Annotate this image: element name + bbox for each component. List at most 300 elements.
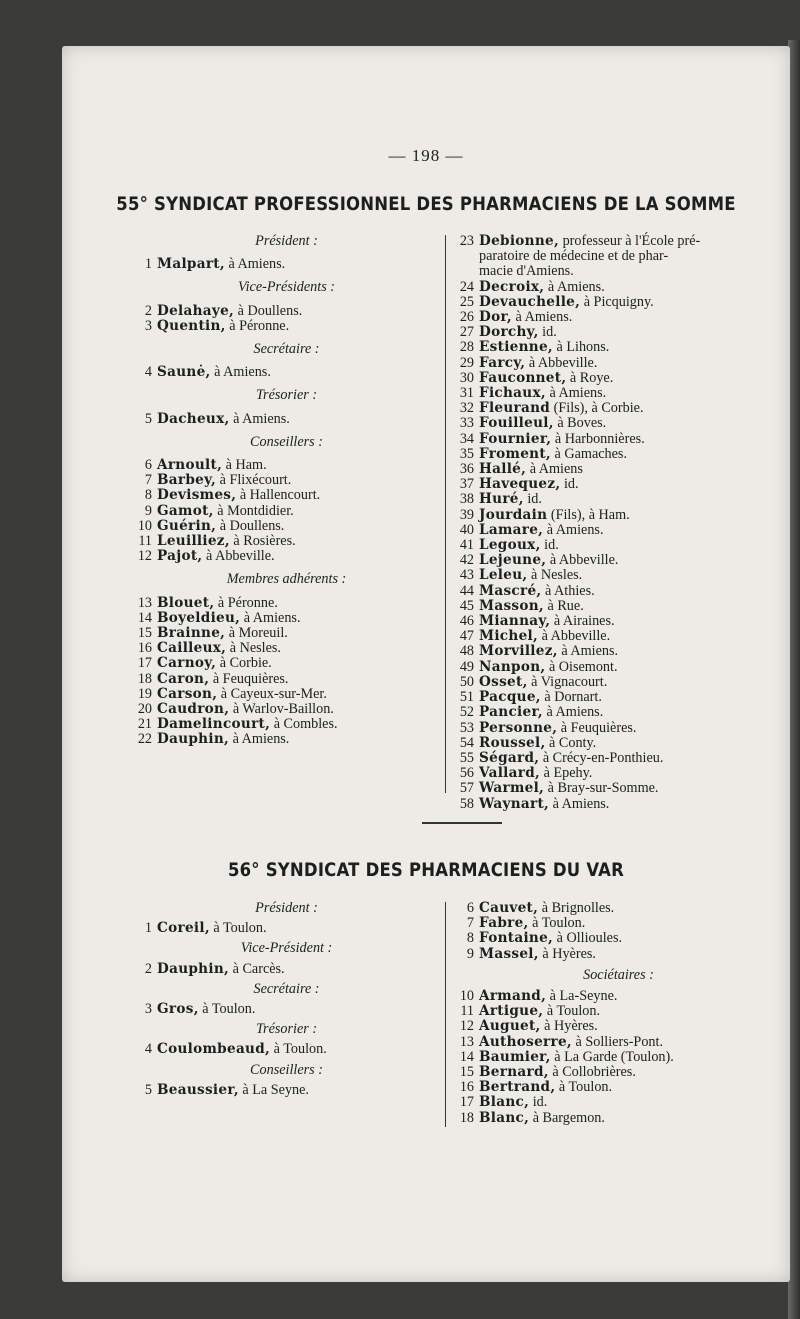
member-entry: [134, 626, 439, 641]
member-name: Lamare,: [479, 521, 544, 538]
member-entry: [456, 721, 781, 736]
member-entry: [134, 717, 439, 732]
entry-number: 19: [137, 685, 152, 702]
member-location: à Nesles.: [530, 567, 583, 584]
member-entry: [134, 534, 439, 549]
member-name: Miannay,: [479, 613, 551, 630]
member-name: Coulombeaud,: [157, 1041, 271, 1058]
member-location: à Toulon.: [202, 1001, 256, 1018]
member-name: Devauchelle,: [479, 293, 581, 310]
member-entry: [456, 1080, 781, 1095]
member-entry: [456, 736, 781, 751]
entry-number: 31: [459, 385, 474, 402]
entry-number: 44: [459, 582, 474, 599]
member-name: Caudron,: [157, 701, 230, 718]
entry-number: 18: [137, 670, 152, 687]
entry-number: 25: [459, 293, 474, 310]
member-location: à Boves.: [557, 415, 607, 432]
member-entry: [456, 492, 781, 507]
role-heading: Membres adhérents :: [226, 571, 347, 588]
entry-number: 45: [459, 597, 474, 614]
section-56-left-column: [134, 901, 439, 1098]
member-location: à Montdidier.: [217, 502, 294, 519]
member-location: à Amiens.: [243, 609, 301, 626]
member-location: id.: [542, 324, 557, 341]
member-name: Delahaye,: [157, 302, 235, 319]
member-entry: [456, 356, 781, 371]
member-entry: [456, 599, 781, 614]
member-entry: [456, 477, 781, 492]
entry-number: 6: [144, 457, 152, 474]
member-name: Fournier,: [479, 430, 552, 447]
entry-number: 5: [144, 410, 152, 427]
member-location: à Roye.: [569, 369, 614, 386]
member-location: à Rosières.: [233, 533, 296, 550]
entry-number: 53: [459, 719, 474, 736]
member-name: Gamot,: [157, 502, 214, 519]
member-name: Ségard,: [479, 749, 540, 766]
member-location: à Oisemont.: [548, 658, 618, 675]
member-location: à Airaines.: [553, 613, 615, 630]
member-entry: [456, 1111, 781, 1126]
member-entry: [456, 1050, 781, 1065]
member-name: Warmel,: [479, 780, 545, 797]
member-name: Dor,: [479, 309, 512, 326]
member-name: Farcy,: [479, 354, 526, 371]
role-heading: Conseillers :: [250, 433, 323, 450]
entry-number: 3: [144, 1001, 152, 1018]
entry-number: 7: [466, 915, 474, 932]
entry-number: 30: [459, 369, 474, 386]
member-entry: [134, 257, 439, 272]
member-entry: [456, 644, 781, 659]
member-name: Havequez,: [479, 476, 561, 493]
member-entry: [456, 931, 781, 946]
entry-number: 46: [459, 613, 474, 630]
entry-number: 29: [459, 354, 474, 371]
member-name: Guérin,: [157, 517, 217, 534]
role-heading: Président :: [255, 900, 318, 916]
entry-number: 14: [137, 609, 152, 626]
role-heading: Secrétaire :: [253, 980, 320, 997]
member-name: Vallard,: [479, 765, 541, 782]
member-name: Decroix,: [479, 278, 545, 295]
member-location: id.: [563, 476, 579, 493]
member-name: Froment,: [479, 445, 551, 462]
member-entry: [456, 1035, 781, 1050]
member-entry: [134, 656, 439, 671]
member-entry: [456, 1095, 781, 1110]
entry-number: 11: [138, 533, 152, 550]
member-entry: [134, 641, 439, 656]
entry-number: 54: [459, 734, 474, 751]
member-name: Saunė,: [157, 364, 211, 381]
member-location: à Harbonnières.: [554, 430, 645, 447]
member-location: à Feuquières.: [560, 719, 637, 736]
member-name: Dauphin,: [157, 960, 230, 977]
member-entry: [456, 901, 781, 916]
role-heading: Sociétaires :: [583, 966, 654, 983]
role-heading: Vice-Présidents :: [237, 279, 336, 296]
member-entry: [456, 916, 781, 931]
entry-number: 7: [144, 472, 152, 489]
member-location: à Amiens: [529, 461, 583, 478]
member-name: Legoux,: [479, 537, 541, 554]
entry-number: 8: [144, 487, 152, 504]
member-location: (Fils), à Corbie.: [553, 400, 644, 417]
member-location: à Amiens.: [552, 795, 610, 812]
section-56-right-column: [456, 901, 781, 1126]
entry-number: 32: [459, 400, 474, 417]
entry-number: 24: [459, 278, 474, 295]
member-entry: [134, 921, 439, 936]
entry-number: 27: [459, 324, 474, 341]
entry-number: 50: [459, 673, 474, 690]
member-name: Pajot,: [157, 548, 203, 565]
member-entry: [456, 447, 781, 462]
member-location: à Combles.: [273, 716, 338, 733]
member-entry: [456, 629, 781, 644]
entry-number: 38: [459, 491, 474, 508]
entry-number: 4: [144, 364, 152, 381]
book-page: [62, 46, 790, 1282]
member-entry: [456, 234, 781, 249]
entry-number: 15: [459, 1064, 474, 1081]
member-entry: [456, 340, 781, 355]
member-entry: [134, 702, 439, 717]
entry-number: 37: [459, 476, 474, 493]
entry-number: 13: [137, 594, 152, 611]
member-location: à Lihons.: [556, 339, 610, 356]
member-location: à Carcès.: [232, 960, 285, 977]
member-entry: [134, 611, 439, 626]
member-location: à Ham.: [225, 457, 267, 474]
member-name: Cauvet,: [479, 900, 539, 916]
section-55-column-divider: [445, 235, 446, 793]
member-location: à Amiens.: [214, 364, 271, 381]
member-entry: [134, 1002, 439, 1017]
member-entry: [134, 458, 439, 473]
member-name: Blouet,: [157, 594, 215, 611]
member-name: Brainne,: [157, 625, 226, 642]
member-location: à Abbeville.: [541, 628, 611, 645]
member-entry: [456, 947, 781, 962]
member-name: Dacheux,: [157, 410, 230, 427]
member-location: id.: [527, 491, 542, 508]
member-location: à Amiens.: [561, 643, 619, 660]
entry-number: 23: [459, 233, 474, 249]
member-name: Blanc,: [479, 1109, 530, 1126]
member-name: Boyeldieu,: [157, 609, 241, 626]
member-name: Cailleux,: [157, 640, 227, 657]
member-entry: [456, 371, 781, 386]
entry-number: 8: [466, 930, 474, 947]
entry-number: 55: [459, 749, 474, 766]
member-entry: [134, 1042, 439, 1057]
member-entry: [456, 416, 781, 431]
member-entry: [134, 319, 439, 334]
member-name: Massel,: [479, 945, 539, 962]
section-55-title: 55° SYNDICAT PROFESSIONNEL DES PHARMACIENS DE LA SOMME: [116, 192, 736, 215]
member-entry: [134, 1083, 439, 1098]
member-location: à La Garde (Toulon).: [554, 1048, 674, 1065]
member-entry: [134, 412, 439, 427]
member-name: Fauconnet,: [479, 369, 567, 386]
member-name: Osset,: [479, 673, 528, 690]
member-name: Leuilliez,: [157, 533, 230, 550]
member-entry: [134, 473, 439, 488]
member-location: à Hallencourt.: [239, 487, 321, 504]
member-location: à Moreuil.: [228, 625, 288, 642]
member-entry: [456, 584, 781, 599]
member-name: Barbey,: [157, 472, 217, 489]
member-location: à Athies.: [544, 582, 595, 599]
member-name: Michel,: [479, 628, 539, 645]
member-location: à Ollioules.: [556, 930, 623, 947]
member-entry: [134, 365, 439, 380]
entry-number: 41: [459, 537, 474, 554]
member-entry: [134, 687, 439, 702]
member-entry: [456, 508, 781, 523]
member-entry: [456, 705, 781, 720]
member-location: à Vignacourt.: [531, 673, 608, 690]
member-entry: [456, 538, 781, 553]
member-location: à Epehy.: [543, 765, 593, 782]
entry-number: 20: [137, 701, 152, 718]
member-location: professeur à l'École pré-: [562, 233, 701, 249]
member-name: Waynart,: [479, 795, 550, 812]
member-location: à Abbeville.: [528, 354, 598, 371]
member-location: à Rue.: [547, 597, 584, 614]
entry-number: 26: [459, 309, 474, 326]
member-location: à Hyères.: [542, 945, 596, 962]
member-location: à Amiens.: [232, 731, 290, 748]
member-entry: [134, 519, 439, 534]
role-heading: Secrétaire :: [253, 341, 320, 358]
member-entry: [456, 1065, 781, 1080]
entry-number: 43: [459, 567, 474, 584]
member-location: à Corbie.: [219, 655, 272, 672]
role-heading: Vice-Président :: [240, 940, 333, 957]
entry-number: 17: [137, 655, 152, 672]
member-name: Devismes,: [157, 487, 237, 504]
member-name: Quentin,: [157, 317, 226, 334]
entry-number: 5: [144, 1081, 152, 1098]
entry-number: 47: [459, 628, 474, 645]
entry-number: 51: [459, 689, 474, 706]
member-location: à Toulon.: [532, 915, 586, 932]
member-name: Coreil,: [157, 920, 210, 937]
member-name: Fouilleul,: [479, 415, 554, 432]
section-55-left-column: [134, 234, 439, 748]
entry-number: 15: [137, 625, 152, 642]
member-entry: [134, 504, 439, 519]
member-location: à Toulon.: [558, 1079, 613, 1096]
member-name: Artigue,: [479, 1003, 544, 1020]
member-location: à Cayeux-sur-Mer.: [220, 685, 327, 702]
role-heading: Conseillers :: [250, 1061, 323, 1078]
member-entry: [134, 732, 439, 747]
section-56-column-divider: [445, 902, 446, 1127]
member-entry: [456, 1004, 781, 1019]
member-location: à Crécy-en-Ponthieu.: [542, 749, 664, 766]
member-name: Blanc,: [479, 1094, 530, 1111]
member-entry: [456, 781, 781, 796]
member-location: à La Seyne.: [242, 1081, 309, 1098]
member-name: Gros,: [157, 1001, 199, 1018]
member-location: à Hyères.: [544, 1018, 598, 1035]
member-name: Morvillez,: [479, 643, 558, 660]
member-location: à Collobrières.: [552, 1064, 636, 1081]
member-location: à Toulon.: [273, 1041, 327, 1058]
member-location: à Doullens.: [237, 302, 303, 319]
member-name: Huré,: [479, 491, 524, 508]
member-name: Fleurand: [479, 400, 551, 417]
member-entry: [456, 1019, 781, 1034]
member-location: à Nesles.: [229, 640, 281, 657]
member-location: à Péronne.: [229, 317, 290, 334]
entry-number: 9: [144, 502, 152, 519]
entry-number: 2: [144, 960, 152, 977]
member-name: Roussel,: [479, 734, 546, 751]
role-heading: Trésorier :: [255, 387, 318, 404]
entry-number: 3: [144, 317, 152, 334]
entry-number: 14: [459, 1048, 474, 1065]
entry-number: 1: [144, 920, 152, 937]
member-name: Dorchy,: [479, 324, 539, 341]
member-location: à Amiens.: [549, 385, 607, 402]
role-heading: Président :: [255, 233, 318, 249]
member-entry: [456, 310, 781, 325]
member-name: Armand,: [479, 988, 547, 1005]
member-name: Lejeune,: [479, 552, 547, 569]
member-name: Fichaux,: [479, 385, 546, 402]
member-entry: [456, 690, 781, 705]
entry-continuation: macie d'Amiens.: [479, 263, 574, 280]
entry-number: 1: [144, 256, 152, 273]
entry-number: 21: [137, 716, 152, 733]
entry-number: 10: [137, 517, 152, 534]
member-name: Damelincourt,: [157, 716, 271, 733]
entry-number: 48: [459, 643, 474, 660]
member-name: Fabre,: [479, 915, 529, 932]
member-location: à Amiens.: [515, 309, 573, 326]
member-entry: [456, 325, 781, 340]
member-location: à Brignolles.: [541, 900, 615, 916]
member-location: à Dornart.: [544, 689, 602, 706]
entry-number: 22: [137, 731, 152, 748]
member-location: à Gamaches.: [554, 445, 627, 462]
member-location: id.: [544, 537, 559, 554]
entry-number: 57: [459, 780, 474, 797]
member-name: Jourdain: [479, 506, 548, 523]
member-name: Debionne,: [479, 233, 560, 249]
member-name: Baumier,: [479, 1048, 551, 1065]
member-location: à Abbeville.: [206, 548, 275, 565]
member-name: Hallé,: [479, 461, 527, 478]
entry-number: 12: [137, 548, 152, 565]
entry-number: 39: [459, 506, 474, 523]
entry-number: 42: [459, 552, 474, 569]
member-location: à Amiens.: [228, 256, 286, 273]
member-location: à Toulon.: [546, 1003, 601, 1020]
member-name: Nanpon,: [479, 658, 546, 675]
entry-number: 10: [459, 988, 474, 1005]
member-name: Bertrand,: [479, 1079, 556, 1096]
member-name: Carson,: [157, 685, 218, 702]
member-name: Pancier,: [479, 704, 543, 721]
member-name: Carnoy,: [157, 655, 217, 672]
section-separator-rule: [422, 822, 502, 824]
member-entry: [134, 549, 439, 564]
entry-number: 33: [459, 415, 474, 432]
member-name: Caron,: [157, 670, 210, 687]
member-location: à Feuquières.: [212, 670, 289, 687]
member-name: Auguet,: [479, 1018, 541, 1035]
member-name: Estienne,: [479, 339, 553, 356]
member-entry: [456, 751, 781, 766]
role-heading: Trésorier :: [255, 1021, 318, 1038]
member-name: Masson,: [479, 597, 544, 614]
member-location: à Amiens.: [546, 521, 604, 538]
member-entry: [456, 523, 781, 538]
member-entry: [456, 675, 781, 690]
entry-continuation: paratoire de médecine et de phar-: [479, 248, 669, 265]
member-entry: [456, 614, 781, 629]
entry-number: 4: [144, 1041, 152, 1058]
member-name: Arnoult,: [157, 457, 223, 474]
entry-number: 2: [144, 302, 152, 319]
entry-number: 11: [460, 1003, 474, 1020]
entry-number: 18: [459, 1109, 474, 1126]
member-location: à Picquigny.: [583, 293, 654, 310]
member-entry: [456, 568, 781, 583]
entry-number: 49: [459, 658, 474, 675]
entry-number: 28: [459, 339, 474, 356]
member-location: (Fils), à Ham.: [550, 506, 630, 523]
member-location: à Amiens.: [546, 704, 604, 721]
entry-number: 17: [459, 1094, 474, 1111]
member-name: Dauphin,: [157, 731, 230, 748]
member-location: à Amiens.: [233, 410, 290, 427]
member-location: à La-Seyne.: [549, 988, 618, 1005]
section-56-title: 56° SYNDICAT DES PHARMACIENS DU VAR: [227, 858, 625, 881]
member-location: à Bargemon.: [532, 1109, 605, 1126]
member-entry: [456, 295, 781, 310]
entry-number: 56: [459, 765, 474, 782]
member-location: à Péronne.: [217, 594, 278, 611]
entry-number: 36: [459, 461, 474, 478]
member-name: Mascré,: [479, 582, 542, 599]
member-name: Leleu,: [479, 567, 528, 584]
member-name: Pacque,: [479, 689, 541, 706]
member-location: à Flixécourt.: [219, 472, 292, 489]
member-name: Beaussier,: [157, 1081, 239, 1098]
member-entry: [134, 304, 439, 319]
member-entry: [456, 766, 781, 781]
member-name: Malpart,: [157, 256, 225, 273]
entry-number: 58: [459, 795, 474, 812]
member-name: Bernard,: [479, 1064, 549, 1081]
section-55-right-column: [456, 234, 781, 812]
member-location: à Amiens.: [547, 278, 605, 295]
entry-number: 34: [459, 430, 474, 447]
member-location: à Warlov-Baillon.: [232, 701, 334, 718]
member-entry: [134, 488, 439, 503]
member-location: à Conty.: [549, 734, 597, 751]
entry-number: 40: [459, 521, 474, 538]
member-entry: [456, 989, 781, 1004]
